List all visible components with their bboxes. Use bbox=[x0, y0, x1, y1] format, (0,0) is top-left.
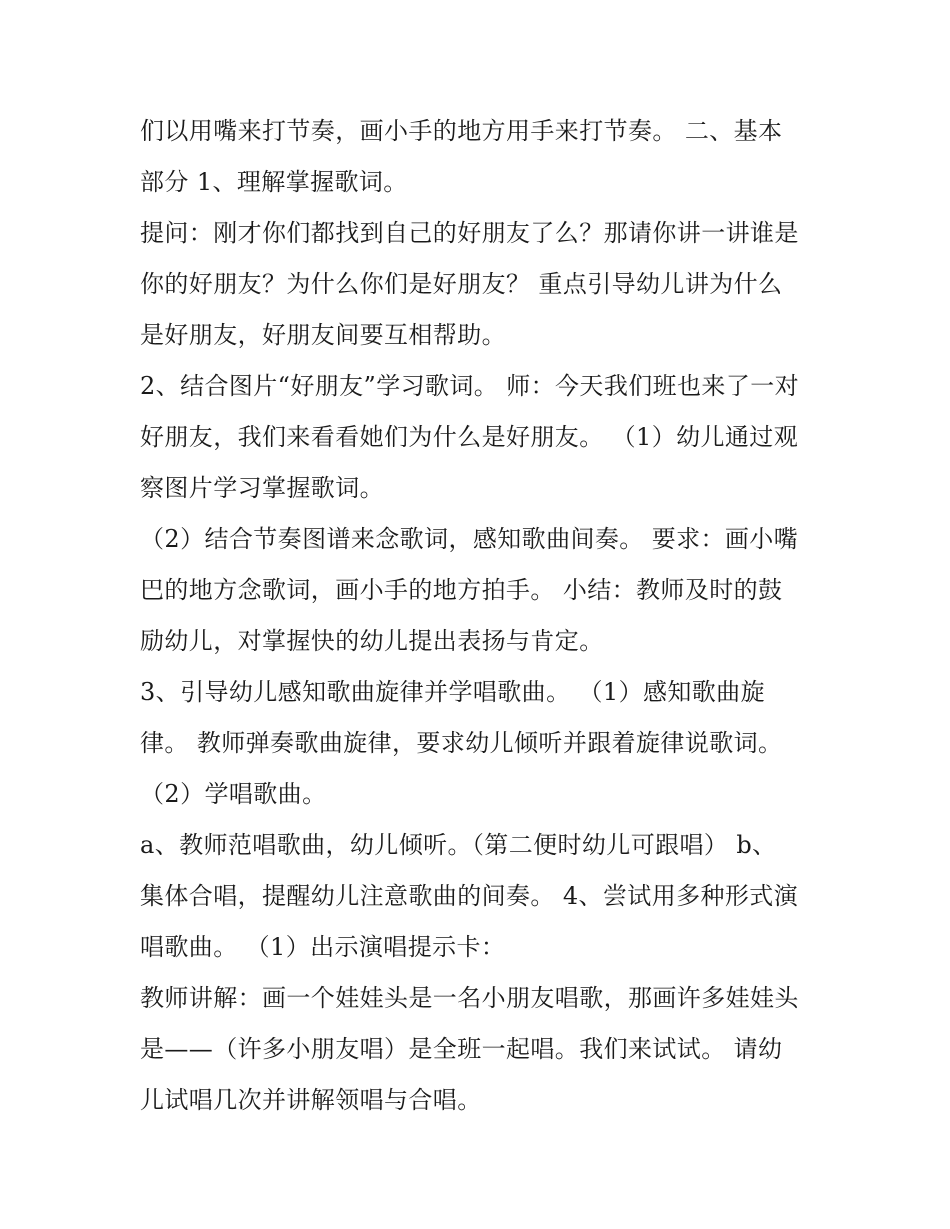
text-line-7: 好朋友，我们来看看她们为什么是好朋友。 （1）幼儿通过观 bbox=[140, 423, 799, 451]
text-line-17: 唱歌曲。 （1）出示演唱提示卡： bbox=[140, 933, 506, 961]
text-line-3: 提问：刚才你们都找到自己的好朋友了么？那请你讲一讲谁是 bbox=[140, 219, 799, 247]
text-line-14: （2）学唱歌曲。 bbox=[140, 780, 327, 808]
text-line-2: 部分 1、理解掌握歌词。 bbox=[140, 168, 408, 196]
text-line-18: 教师讲解：画一个娃娃头是一名小朋友唱歌，那画许多娃娃头 bbox=[140, 984, 799, 1012]
text-line-5: 是好朋友，好朋友间要互相帮助。 bbox=[140, 321, 506, 349]
text-line-15: a、教师范唱歌曲，幼儿倾听。（第二便时幼儿可跟唱） b、 bbox=[140, 831, 777, 859]
text-line-20: 儿试唱几次并讲解领唱与合唱。 bbox=[140, 1086, 482, 1114]
text-line-8: 察图片学习掌握歌词。 bbox=[140, 474, 384, 502]
text-line-16: 集体合唱，提醒幼儿注意歌曲的间奏。 4、尝试用多种形式演 bbox=[140, 882, 799, 910]
text-line-10: 巴的地方念歌词，画小手的地方拍手。 小结：教师及时的鼓 bbox=[140, 576, 783, 604]
text-line-11: 励幼儿，对掌握快的幼儿提出表扬与肯定。 bbox=[140, 627, 604, 655]
text-line-13: 律。 教师弹奏歌曲旋律，要求幼儿倾听并跟着旋律说歌词。 bbox=[140, 729, 783, 757]
text-line-4: 你的好朋友？为什么你们是好朋友？ 重点引导幼儿讲为什么 bbox=[140, 270, 783, 298]
text-line-1: 们以用嘴来打节奏，画小手的地方用手来打节奏。 二、基本 bbox=[140, 117, 783, 145]
text-line-19: 是——（许多小朋友唱）是全班一起唱。我们来试试。 请幼 bbox=[140, 1035, 783, 1063]
body-text bbox=[140, 106, 830, 1126]
text-line-6: 2、结合图片“好朋友”学习歌词。 师：今天我们班也来了一对 bbox=[140, 372, 800, 400]
text-line-12: 3、引导幼儿感知歌曲旋律并学唱歌曲。 （1）感知歌曲旋 bbox=[140, 678, 765, 706]
text-line-9: （2）结合节奏图谱来念歌词，感知歌曲间奏。 要求：画小嘴 bbox=[140, 525, 799, 553]
